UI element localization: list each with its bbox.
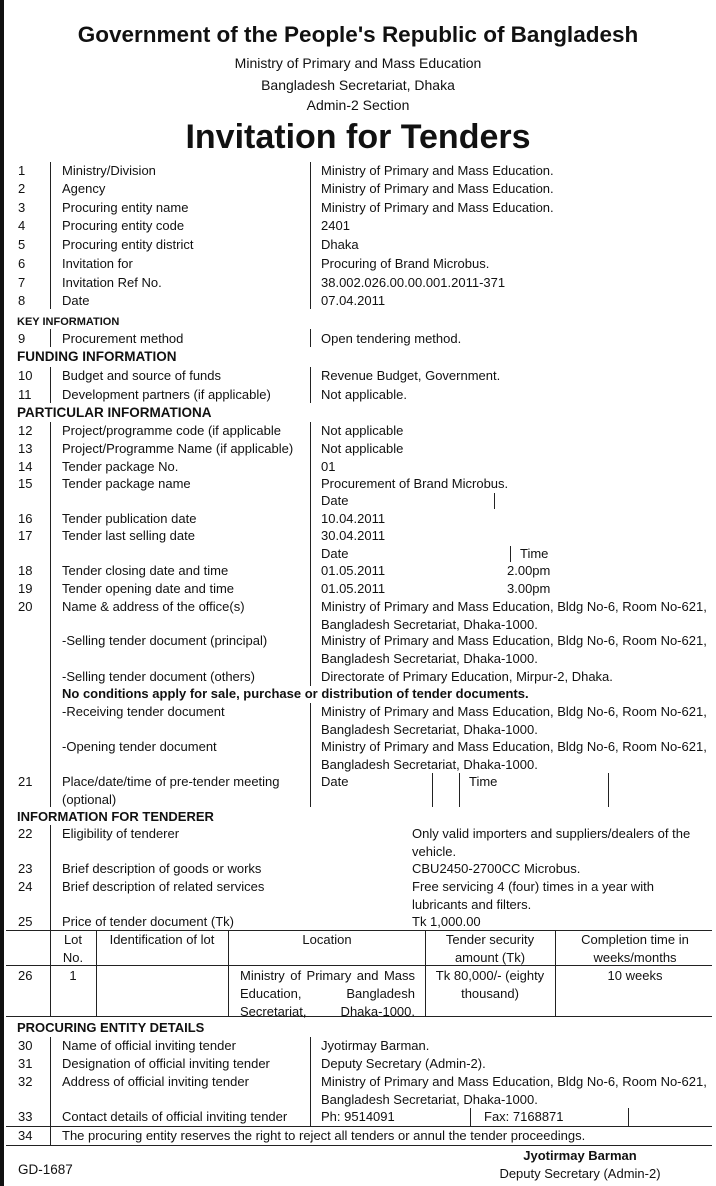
opening-doc-address: Ministry of Primary and Mass Education, Bldg No-6, Room No-621, Bangladesh Secretariat, Dhaka-1000.	[321, 739, 707, 772]
row-divider	[50, 329, 51, 347]
ministry-line: Ministry of Primary and Mass Education	[234, 55, 482, 71]
lot-table-header: Identification of lot	[109, 932, 215, 947]
lot-table-divider	[425, 930, 426, 1016]
row-label: Tender opening date and time	[62, 581, 235, 596]
row-value: Not applicable	[321, 423, 404, 438]
contact-phone: Ph: 9514091	[321, 1109, 395, 1124]
row-label: Brief description of related services	[62, 879, 265, 894]
pre-tender-date-label: Date	[321, 774, 349, 789]
row-number: 4	[18, 218, 26, 233]
lot-table-divider	[96, 930, 97, 1016]
row-number: 7	[18, 275, 26, 290]
selling-others-label: -Selling tender document (others)	[62, 669, 255, 684]
row-value: Only valid importers and suppliers/dealers of the vehicle.	[412, 826, 691, 859]
row-value: Procuring of Brand Microbus.	[321, 256, 490, 271]
row-value: Revenue Budget, Government.	[321, 368, 501, 383]
row-number: 8	[18, 293, 26, 308]
receiving-label: -Receiving tender document	[62, 704, 225, 719]
value-divider	[310, 422, 311, 686]
row-number: 18	[18, 563, 33, 578]
row-label: Budget and source of funds	[62, 368, 222, 383]
row-value: 07.04.2011	[321, 293, 386, 308]
closing-date: 01.05.2011	[321, 563, 386, 578]
row-label: Procurement method	[62, 331, 184, 346]
row-label: Contact details of official inviting tender	[62, 1109, 288, 1124]
row-value: Ministry of Primary and Mass Education, Bldg No-6, Room No-621, Bangladesh Secretariat, Dhaka-1000.	[321, 1074, 707, 1107]
column-divider	[432, 773, 433, 807]
row-number: 13	[18, 441, 33, 456]
row-label: Tender closing date and time	[62, 563, 229, 578]
row-number: 16	[18, 511, 33, 526]
row-number: 33	[18, 1109, 33, 1124]
row-number: 12	[18, 423, 33, 438]
row-number: 22	[18, 826, 33, 841]
row-number: 21	[18, 774, 33, 789]
row-number: 25	[18, 914, 33, 929]
row-label: Brief description of goods or works	[62, 861, 262, 876]
row-divider	[50, 422, 51, 807]
column-divider	[510, 546, 511, 562]
column-divider	[628, 1108, 629, 1126]
value-divider	[310, 162, 311, 309]
row-value: Not applicable.	[321, 387, 407, 402]
row-number: 32	[18, 1074, 33, 1089]
row-number: 9	[18, 331, 26, 346]
row-number: 24	[18, 879, 33, 894]
row-label: Tender package No.	[62, 459, 179, 474]
row-label: Ministry/Division	[62, 163, 156, 178]
column-divider	[459, 773, 460, 807]
signatory-title: Deputy Secretary (Admin-2)	[499, 1166, 661, 1181]
row-label: Place/date/time of pre-tender meeting (optional)	[62, 774, 280, 807]
opening-doc-label: -Opening tender document	[62, 739, 217, 754]
section-heading-funding-information: FUNDING INFORMATION	[17, 349, 177, 364]
date-column-header: Date	[321, 546, 349, 561]
row-value: 10.04.2011	[321, 511, 386, 526]
row-label: Procuring entity code	[62, 218, 185, 233]
row-number: 20	[18, 599, 33, 614]
row-divider	[50, 1037, 51, 1145]
reservation-notice: The procuring entity reserves the right to reject all tenders or annul the tender proceedings.	[62, 1128, 586, 1143]
row-label: Invitation Ref No.	[62, 275, 162, 290]
row-divider	[50, 825, 51, 930]
row-number: 6	[18, 256, 26, 271]
lot-table-header: Completion time in weeks/months	[581, 932, 689, 965]
government-heading: Government of the People's Republic of Bangladesh	[77, 22, 639, 47]
closing-time: 2.00pm	[507, 563, 551, 578]
row-number: 23	[18, 861, 33, 876]
section-heading-key-information: KEY INFORMATION	[17, 316, 120, 328]
lot-location: Ministry of Primary and Mass Education, Bangladesh Secretariat, Dhaka-1000.	[240, 968, 415, 1019]
lot-table-divider	[555, 930, 556, 1016]
row-label: Price of tender document (Tk)	[62, 914, 234, 929]
row-value: Ministry of Primary and Mass Education.	[321, 200, 554, 215]
row-value: CBU2450-2700CC Microbus.	[412, 861, 581, 876]
lot-table-divider	[228, 930, 229, 1016]
row-label: Invitation for	[62, 256, 133, 271]
row-value: Ministry of Primary and Mass Education.	[321, 181, 554, 196]
row-value: 01	[321, 459, 336, 474]
row-number: 10	[18, 368, 33, 383]
row-value: Open tendering method.	[321, 331, 462, 346]
column-divider	[494, 493, 495, 509]
row-label: Tender last selling date	[62, 528, 195, 543]
row-label: Project/Programme Name (if applicable)	[62, 441, 294, 456]
row-label: Date	[62, 293, 90, 308]
opening-date: 01.05.2011	[321, 581, 386, 596]
row-label: Name of official inviting tender	[62, 1038, 236, 1053]
row-label: Procuring entity district	[62, 237, 194, 252]
row-value: 2401	[321, 218, 350, 233]
office-address: Ministry of Primary and Mass Education, Bldg No-6, Room No-621, Bangladesh Secretariat, Dhaka-1000.	[321, 599, 707, 632]
row-value: Free servicing 4 (four) times in a year with lubricants and filters.	[412, 879, 655, 912]
section-heading-particular-information: PARTICULAR INFORMATIONA	[17, 405, 212, 420]
contact-fax: Fax: 7168871	[484, 1109, 564, 1124]
row-label: Name & address of the office(s)	[62, 599, 245, 614]
secretariat-line: Bangladesh Secretariat, Dhaka	[261, 77, 455, 93]
opening-time: 3.00pm	[507, 581, 551, 596]
lot-number: 1	[69, 968, 77, 983]
value-divider	[310, 329, 311, 347]
row-number: 17	[18, 528, 33, 543]
section-line: Admin-2 Section	[306, 97, 410, 113]
row-number: 14	[18, 459, 33, 474]
row-label: Project/programme code (if applicable	[62, 423, 281, 438]
gd-code: GD-1687	[18, 1162, 73, 1177]
row-value: 38.002.026.00.00.001.2011-371	[321, 275, 506, 290]
lot-table-header: Location	[302, 932, 352, 947]
value-divider	[310, 703, 311, 807]
value-divider	[310, 1037, 311, 1126]
selling-principal-address: Ministry of Primary and Mass Education, Bldg No-6, Room No-621, Bangladesh Secretariat, Dhaka-1000.	[321, 633, 707, 666]
column-divider	[608, 773, 609, 807]
value-divider	[310, 367, 311, 403]
row-label: Development partners (if applicable)	[62, 387, 271, 402]
selling-principal-label: -Selling tender document (principal)	[62, 633, 268, 648]
row-number: 31	[18, 1056, 33, 1071]
lot-completion-time: 10 weeks	[607, 968, 663, 983]
signatory-name: Jyotirmay Barman	[523, 1148, 637, 1163]
page-title: Invitation for Tenders	[185, 118, 531, 156]
row-number: 30	[18, 1038, 33, 1053]
no-conditions-note: No conditions apply for sale, purchase or distribution of tender documents.	[62, 686, 529, 701]
row-number: 34	[18, 1128, 33, 1143]
row-label: Tender publication date	[62, 511, 197, 526]
row-value: Dhaka	[321, 237, 359, 252]
column-divider	[470, 1108, 471, 1126]
row-number: 3	[18, 200, 26, 215]
row-number: 26	[18, 968, 33, 983]
time-column-header: Time	[520, 546, 549, 561]
row-value: Procurement of Brand Microbus.	[321, 476, 509, 491]
lot-table-header: Lot No.	[62, 932, 84, 965]
row-value: Ministry of Primary and Mass Education.	[321, 163, 554, 178]
row-label: Agency	[62, 181, 106, 196]
left-border	[0, 0, 4, 1186]
section-heading-procuring-entity: PROCURING ENTITY DETAILS	[17, 1020, 205, 1035]
notice-bottom-rule	[6, 1145, 712, 1146]
lot-table-divider	[50, 930, 51, 1016]
row-divider	[50, 367, 51, 403]
row-divider	[50, 162, 51, 309]
row-number: 2	[18, 181, 26, 196]
row-label: Eligibility of tenderer	[62, 826, 180, 841]
row-label: Designation of official inviting tender	[62, 1056, 270, 1071]
row-value: Jyotirmay Barman.	[321, 1038, 430, 1053]
section-heading-information-for-tenderer: INFORMATION FOR TENDERER	[17, 809, 214, 824]
row-label: Procuring entity name	[62, 200, 189, 215]
row-value: 30.04.2011	[321, 528, 386, 543]
row-label: Address of official inviting tender	[62, 1074, 249, 1089]
pre-tender-time-label: Time	[469, 774, 498, 789]
row-label: Tender package name	[62, 476, 191, 491]
row-number: 15	[18, 476, 33, 491]
date-column-header: Date	[321, 493, 349, 508]
row-number: 19	[18, 581, 33, 596]
row-number: 5	[18, 237, 26, 252]
row-value: Deputy Secretary (Admin-2).	[321, 1056, 486, 1071]
row-number: 11	[18, 387, 32, 402]
selling-others-address: Directorate of Primary Education, Mirpur-2, Dhaka.	[321, 669, 613, 684]
row-number: 1	[18, 163, 26, 178]
receiving-address: Ministry of Primary and Mass Education, Bldg No-6, Room No-621, Bangladesh Secretariat, Dhaka-1000.	[321, 704, 707, 737]
lot-table-header: Tender security amount (Tk)	[445, 932, 535, 965]
lot-security-amount: Tk 80,000/- (eighty thousand)	[435, 968, 545, 1001]
row-value: Tk 1,000.00	[412, 914, 481, 929]
row-value: Not applicable	[321, 441, 404, 456]
